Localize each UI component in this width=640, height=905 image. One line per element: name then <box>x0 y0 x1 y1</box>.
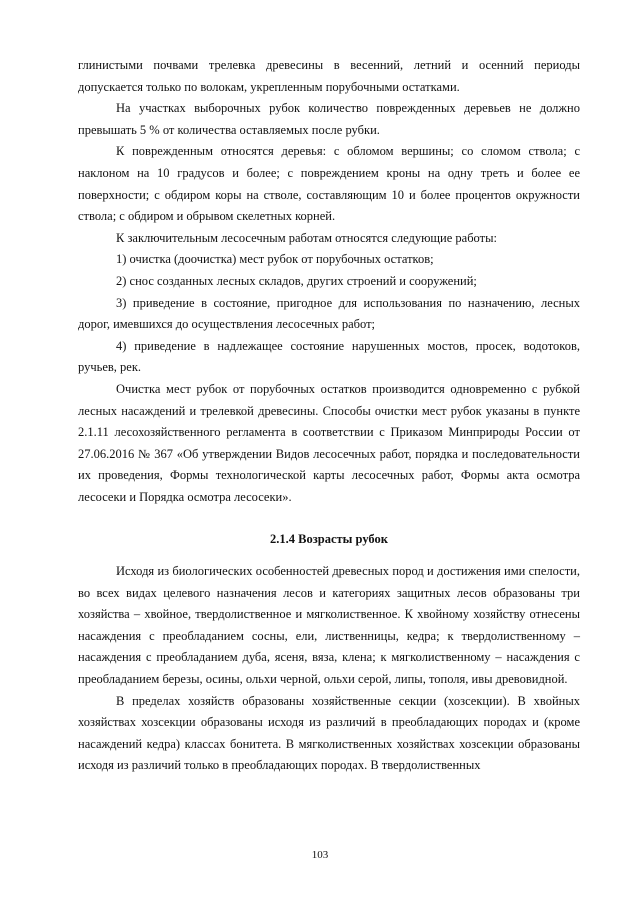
list-item: 3) приведение в состояние, пригодное для использования по назначению, лесных дорог, имевшихся до осуществления лесосечных работ; <box>78 295 580 332</box>
page-number: 103 <box>311 849 329 861</box>
paragraph: На участках выборочных рубок количество поврежденных деревьев не должно превышать 5 % от количества оставляемых после рубки. <box>78 101 580 137</box>
list-item: 1) очистка (доочистка) мест рубок от порубочных остатков; <box>116 252 434 267</box>
paragraph: К поврежденным относятся деревья: с обломом вершины; со сломом ствола; с наклоном на 10 градусов и более; с повреждением кроны на одну треть и более ее поверхности; с обдиром коры на стволе, составляющим 10 и более процентов окружности ствола; с обдиром и обрывом скелетных корней. <box>78 144 580 224</box>
paragraph: глинистыми почвами трелевка древесины в весенний, летний и осенний периоды допускается только по волокам, укрепленным порубочными остатками. <box>78 58 580 94</box>
paragraph: К заключительным лесосечным работам относятся следующие работы: <box>116 230 497 245</box>
section-heading: 2.1.4 Возрасты рубок <box>270 532 388 547</box>
list-item: 2) снос созданных лесных складов, других строений и сооружений; <box>116 273 477 288</box>
paragraph: В пределах хозяйств образованы хозяйственные секции (хозсекции). В хвойных хозяйствах хозсекции образованы исходя из различий в преобладающих породах и (кроме насаждений кедра) классах бонитета. В мягколиственных хозяйствах хозсекции образованы исходя из различий только в преобладающих породах. В твердолиственных <box>78 693 580 773</box>
page-body <box>78 55 580 777</box>
list-item: 4) приведение в надлежащее состояние нарушенных мостов, просек, водотоков, ручьев, рек. <box>78 338 580 375</box>
paragraph: Очистка мест рубок от порубочных остатков производится одновременно с рубкой лесных насаждений и трелевкой древесины. Способы очистки мест рубок указаны в пункте 2.1.11 лесохозяйственного регламента в соответствии с Приказом Минприроды России от 27.06.2016 № 367 «Об утверждении Видов лесосечных работ, порядка и последовательности их проведения, Формы технологической карты лесосечных работ, Формы акта осмотра лесосеки и Порядка осмотра лесосеки». <box>78 381 580 504</box>
paragraph: Исходя из биологических особенностей древесных пород и достижения ими спелости, во всех видах целевого назначения лесов и категориях защитных лесов образованы три хозяйства – хвойное, твердолиственное и мягколиственное. К хвойному хозяйству отнесены насаждения с преобладанием сосны, ели, лиственницы, кедра; к твердолиственному – насаждения с преобладанием дуба, ясеня, вяза, клена; к мягколиственному – насаждения с преобладанием березы, осины, ольхи черной, ольхи серой, липы, тополя, ивы древовидной. <box>78 564 580 687</box>
